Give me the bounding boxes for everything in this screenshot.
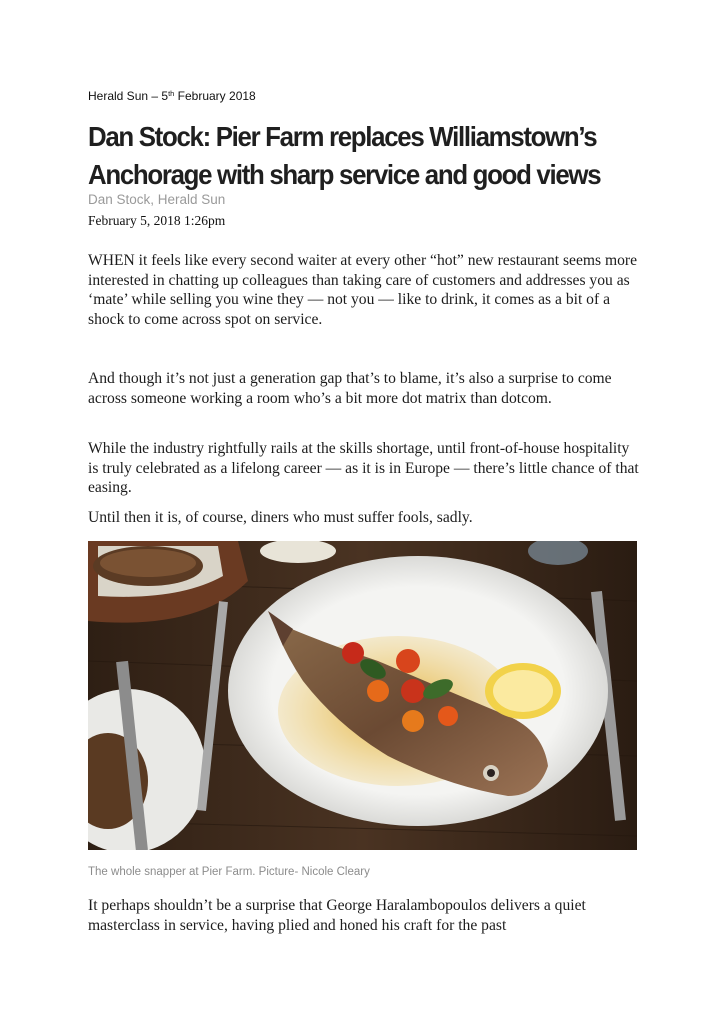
body-paragraph-3: While the industry rightfully rails at the skills shortage, until front-of-house hospitality is truly celebrated as a lifelong career — as it is in Europe — there’s little chance of that easing. (88, 440, 639, 496)
source-text: Herald Sun – 5 (88, 89, 169, 103)
body-paragraph-1: WHEN it feels like every second waiter at every other “hot” new restaurant seems more interested in chatting up colleagues than taking care of customers and addresses you as ‘mate’ while selling you wine they — not you — like to drink, it comes as a bit of a shock to come across spot on service. (88, 252, 638, 328)
article-byline: Dan Stock, Herald Sun (88, 192, 226, 207)
body-paragraph-2: And though it’s not just a generation gap that’s to blame, it’s also a surprise to come across someone working a room who’s a bit more dot matrix than dotcom. (88, 370, 612, 407)
body-paragraph-4: Until then it is, of course, diners who must suffer fools, sadly. (88, 509, 473, 526)
snapper-dish-illustration (88, 541, 637, 850)
article-photo (88, 541, 637, 850)
article-headline: Dan Stock: Pier Farm replaces Williamstown’s Anchorage with sharp service and good views (88, 121, 601, 190)
article-dateline: February 5, 2018 1:26pm (88, 213, 226, 228)
body-paragraph-5: It perhaps shouldn’t be a surprise that George Haralambopoulos delivers a quiet masterclass in service, having plied and honed his craft for the past (88, 897, 586, 934)
source-date: February 2018 (174, 89, 256, 103)
photo-caption: The whole snapper at Pier Farm. Picture- Nicole Cleary (88, 866, 370, 878)
publication-source-line (88, 89, 256, 103)
source-superscript: th (168, 89, 175, 98)
